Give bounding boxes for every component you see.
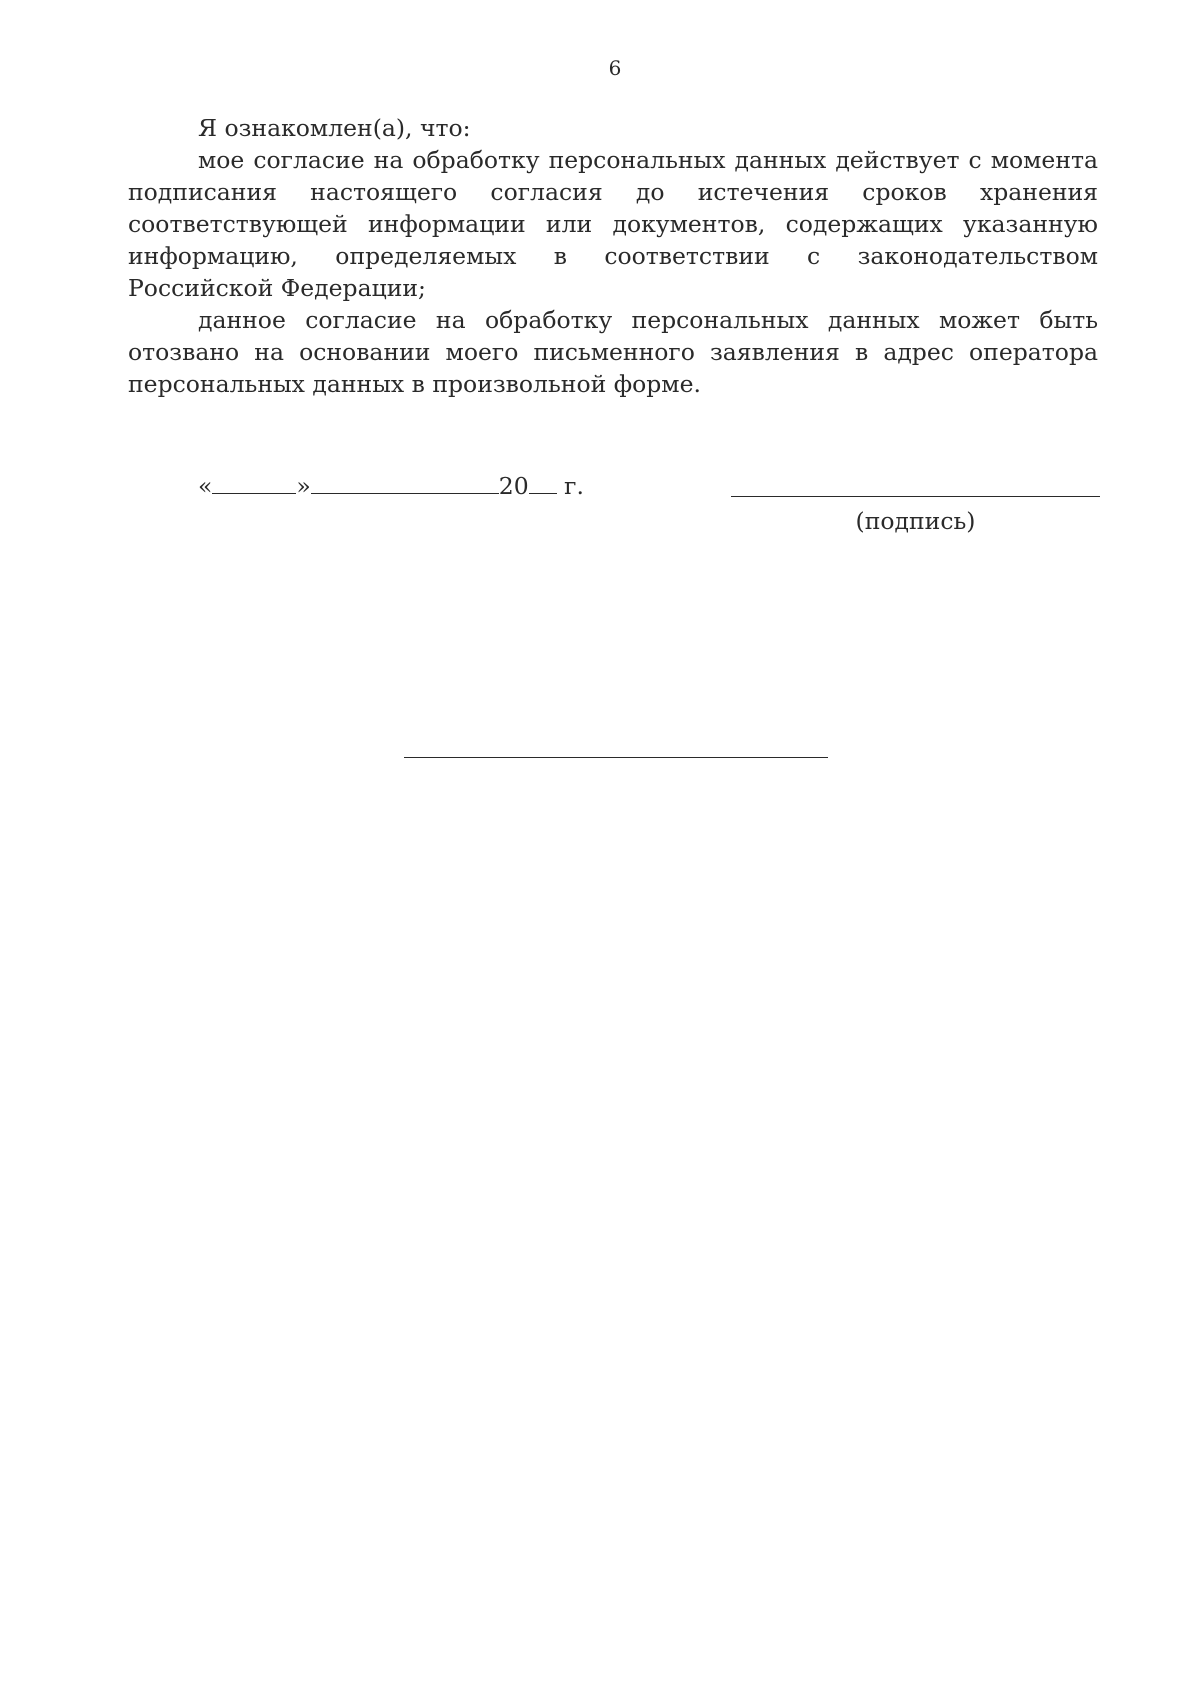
consent-text (128, 112, 1098, 400)
year-blank (529, 471, 557, 494)
year-prefix: 20 (498, 472, 529, 500)
month-blank (311, 471, 499, 494)
date-close-quote: » (296, 472, 311, 500)
day-blank (212, 471, 296, 494)
date-open-quote: « (198, 472, 213, 500)
intro-line: Я ознакомлен(а), что: (198, 114, 471, 142)
paragraph-consent-withdrawal: данное согласие на обработку персональных данных может быть отозвано на основании моего письменного заявления в адрес оператора персональных данных в произвольной форме. (128, 306, 1098, 398)
year-suffix: г. (564, 472, 584, 500)
signature-caption: (подпись) (855, 507, 976, 535)
signature-line (731, 496, 1100, 497)
page-number: 6 (608, 56, 622, 80)
date-field (198, 470, 584, 502)
end-of-document-rule (404, 757, 828, 758)
signature-row (0, 470, 1200, 510)
paragraph-consent-validity: мое согласие на обработку персональных данных действует с момента подписания настоящего согласия до истечения сроков хранения соответствующей информации или документов, содержащих указанную информацию, определяемых в соответствии с законодательством Российской Федерации; (128, 146, 1098, 302)
